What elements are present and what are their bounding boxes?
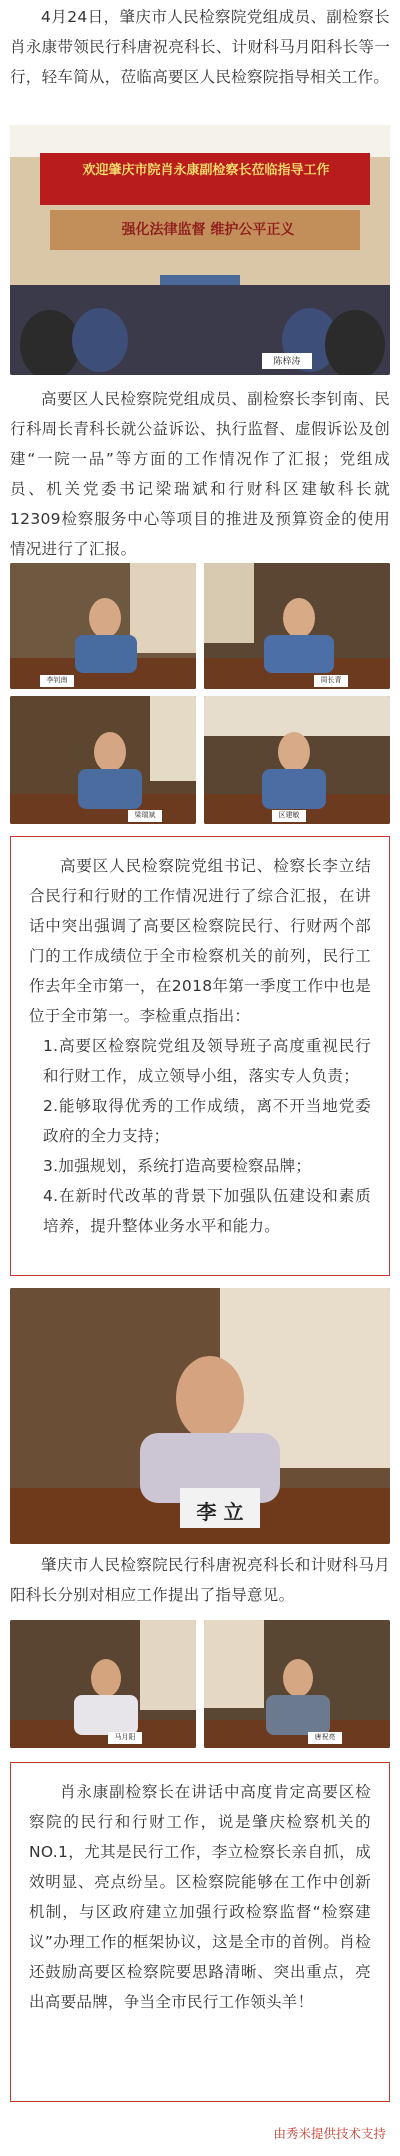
remarks-item: 2.能够取得优秀的工作成绩，离不开当地党委政府的全力支持； — [43, 1097, 371, 1145]
nameplate: 区建敏 — [278, 811, 300, 819]
remarks-item: 1.高要区检察院党组及领导班子高度重视民行和行财工作，成立领导小组，落实专人负责； — [43, 1037, 371, 1085]
speaker-photo-zhouchangqing — [204, 563, 390, 689]
deputy-remarks-text: 肖永康副检察长在讲话中高度肯定高要区检察院的民行和行财工作，说是肇庆检察机关的NO.1，尤其是民行工作，李立检察长亲自抓，成效明显、亮点纷呈。区检察院能够在工作中创新机制，与区政府建立加强行政检察监督“检察建议”办理工作的框架协议，这是全市的首例。肖检还鼓励高要区检察院要思路清晰、突出重点，亮出高要品牌，争当全市民行工作领头羊！ — [29, 1783, 371, 2011]
speaker-photo-liangruibin — [10, 696, 196, 824]
xiumi-credit-link[interactable]: 由秀米提供技术支持 — [273, 2126, 386, 2141]
speaker-photo-lili — [10, 1288, 390, 1544]
speaker-photo-lizhaonan — [10, 563, 196, 689]
nameplate: 梁瑞斌 — [134, 811, 156, 819]
deputy-prosecutor-remarks-box — [10, 1762, 390, 2102]
nameplate: 周长青 — [320, 676, 342, 684]
guidance-paragraph: 肇庆市人民检察院民行科唐祝亮科长和计财科马月阳科长分别对相应工作提出了指导意见。 — [10, 1556, 390, 1604]
welcome-banner: 欢迎肇庆市院肖永康副检察长莅临指导工作 — [82, 163, 330, 178]
nameplate: 马月阳 — [114, 1733, 136, 1741]
nameplate: 李钊南 — [46, 676, 68, 684]
report-paragraph: 高要区人民检察院党组成员、副检察长李钊南、民行科周长青科长就公益诉讼、执行监督、虚假诉讼及创建“一院一品”等方面的工作情况作了汇报；党组成员、机关党委书记梁瑞斌和行财科区建敏科长就12309检察服务中心等项目的推进及预算资金的使用情况进行了汇报。 — [10, 390, 390, 558]
nameplate: 李 立 — [196, 1500, 244, 1524]
remarks-item: 3.加强规划，系统打造高要检察品牌； — [43, 1157, 312, 1175]
nameplate: 唐祝亮 — [314, 1733, 336, 1741]
remarks-item: 4.在新时代改革的背景下加强队伍建设和素质培养，提升整体业务水平和能力。 — [43, 1187, 371, 1235]
chief-prosecutor-remarks-box — [10, 836, 390, 1276]
intro-paragraph: 4月24日，肇庆市人民检察院党组成员、副检察长肖永康带领民行科唐祝亮科长、计财科马月阳科长等一行，轻车简从，莅临高要区人民检察院指导相关工作。 — [10, 8, 390, 86]
nameplate: 陈梓涛 — [273, 357, 301, 367]
speaker-photo-qujianmin — [204, 696, 390, 824]
speaker-photo-mayueyang — [10, 1620, 196, 1748]
remarks-intro: 高要区人民检察院党组书记、检察长李立结合民行和行财的工作情况进行了综合汇报，在讲话中突出强调了高要区检察院民行、行财两个部门的工作成绩位于全市检察机关的前列，民行工作去年全市第一，在2018年第一季度工作中也是位于全市第一。李检重点指出： — [29, 857, 371, 1025]
meeting-room-photo — [10, 125, 390, 375]
speaker-photo-tangzhuliang — [204, 1620, 390, 1748]
slogan-banner: 强化法律监督 维护公平正义 — [121, 222, 295, 238]
